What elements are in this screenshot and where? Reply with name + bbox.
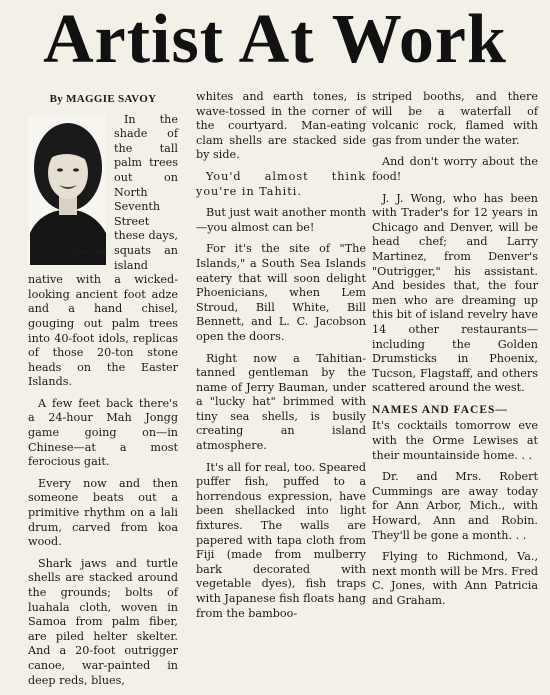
paragraph: A few feet back there's a 24-hour Mah Jongg game going on—in Chinese—at a most ferocious gait. xyxy=(28,396,178,469)
column-3 xyxy=(372,90,538,616)
paragraph: And don't worry about the food! xyxy=(372,155,538,183)
portrait-illustration xyxy=(28,115,106,265)
headline: Artist At Work xyxy=(43,1,507,78)
paragraph: It's cocktails tomorrow eve with the Orme Lewises at their mountainside home. . . xyxy=(372,419,538,462)
column-1 xyxy=(28,90,178,695)
author-photo xyxy=(28,115,108,265)
paragraph: Every now and then someone beats out a primitive rhythm on a lali drum, carved from koa wood. xyxy=(28,476,178,549)
paragraph: striped booths, and there will be a waterfall of volcanic rock, flamed with gas from under the water. xyxy=(372,90,538,147)
paragraph: But just wait another month—you almost can be! xyxy=(196,206,366,234)
section-heading: NAMES AND FACES— xyxy=(372,403,508,416)
paragraph: J. J. Wong, who has been with Trader's for 12 years in Chicago and Denver, will be head chef; and Larry Martinez, from Denver's "Outrigger," his assistant. And besides that, the four men who are dreaming up this bit of island revelry have 14 other restaurants—including the Golden Drumsticks in Phoenix, Tucson, Flagstaff, and others scattered around the west. xyxy=(372,191,538,395)
paragraph: It's all for real, too. Speared puffer fish, puffed to a horrendous expression, have been shellacked into light fixtures. The walls are papered with tapa cloth from Fiji (made from mulberry bark decorated with vegetable dyes), fish traps with Japanese fish floats hang from the bamboo- xyxy=(196,460,367,620)
paragraph: Right now a Tahitian-tanned gentleman by the name of Jerry Bauman, under a "lucky hat" brimmed with tiny sea shells, is busily creating an island atmosphere. xyxy=(196,351,366,453)
paragraph: whites and earth tones, is wave-tossed in the corner of the courtyard. Man-eating clam shells are stacked side by side. xyxy=(196,90,366,162)
paragraph: Flying to Richmond, Va., next month will be Mrs. Fred C. Jones, with Ann Patricia and Graham. xyxy=(372,550,538,607)
paragraph: In the shade of the tall palm trees out on North Seventh Street these days, squats an island native with a wicked-looking ancient foot adze and a hand chisel, gouging out palm trees into 40-foot idols, replicas of those 20-ton stone heads on the Easter Islands. xyxy=(28,112,178,389)
paragraph: Shark jaws and turtle shells are stacked around the grounds; bolts of luahala cloth, woven in Samoa from palm fiber, are piled helter skelter. And a 20-foot outrigger canoe, war-painted in deep reds, blues, xyxy=(28,556,178,687)
paragraph: You'd almost think you're in Tahiti. xyxy=(196,169,366,198)
paragraph: For it's the site of "The Islands," a South Sea Islands eatery that will soon delight Phoenicians, when Lem Stroud, Bill White, Bill Bennett, and L. C. Jacobson open the doors. xyxy=(196,242,366,343)
photo-caption: Maggie xyxy=(73,247,106,258)
byline: By MAGGIE SAVOY xyxy=(49,93,157,105)
column-2 xyxy=(196,90,366,628)
paragraph: Dr. and Mrs. Robert Cummings are away today for Ann Arbor, Mich., with Howard, Ann and Robin. They'll be gone a month. . . xyxy=(372,470,538,542)
